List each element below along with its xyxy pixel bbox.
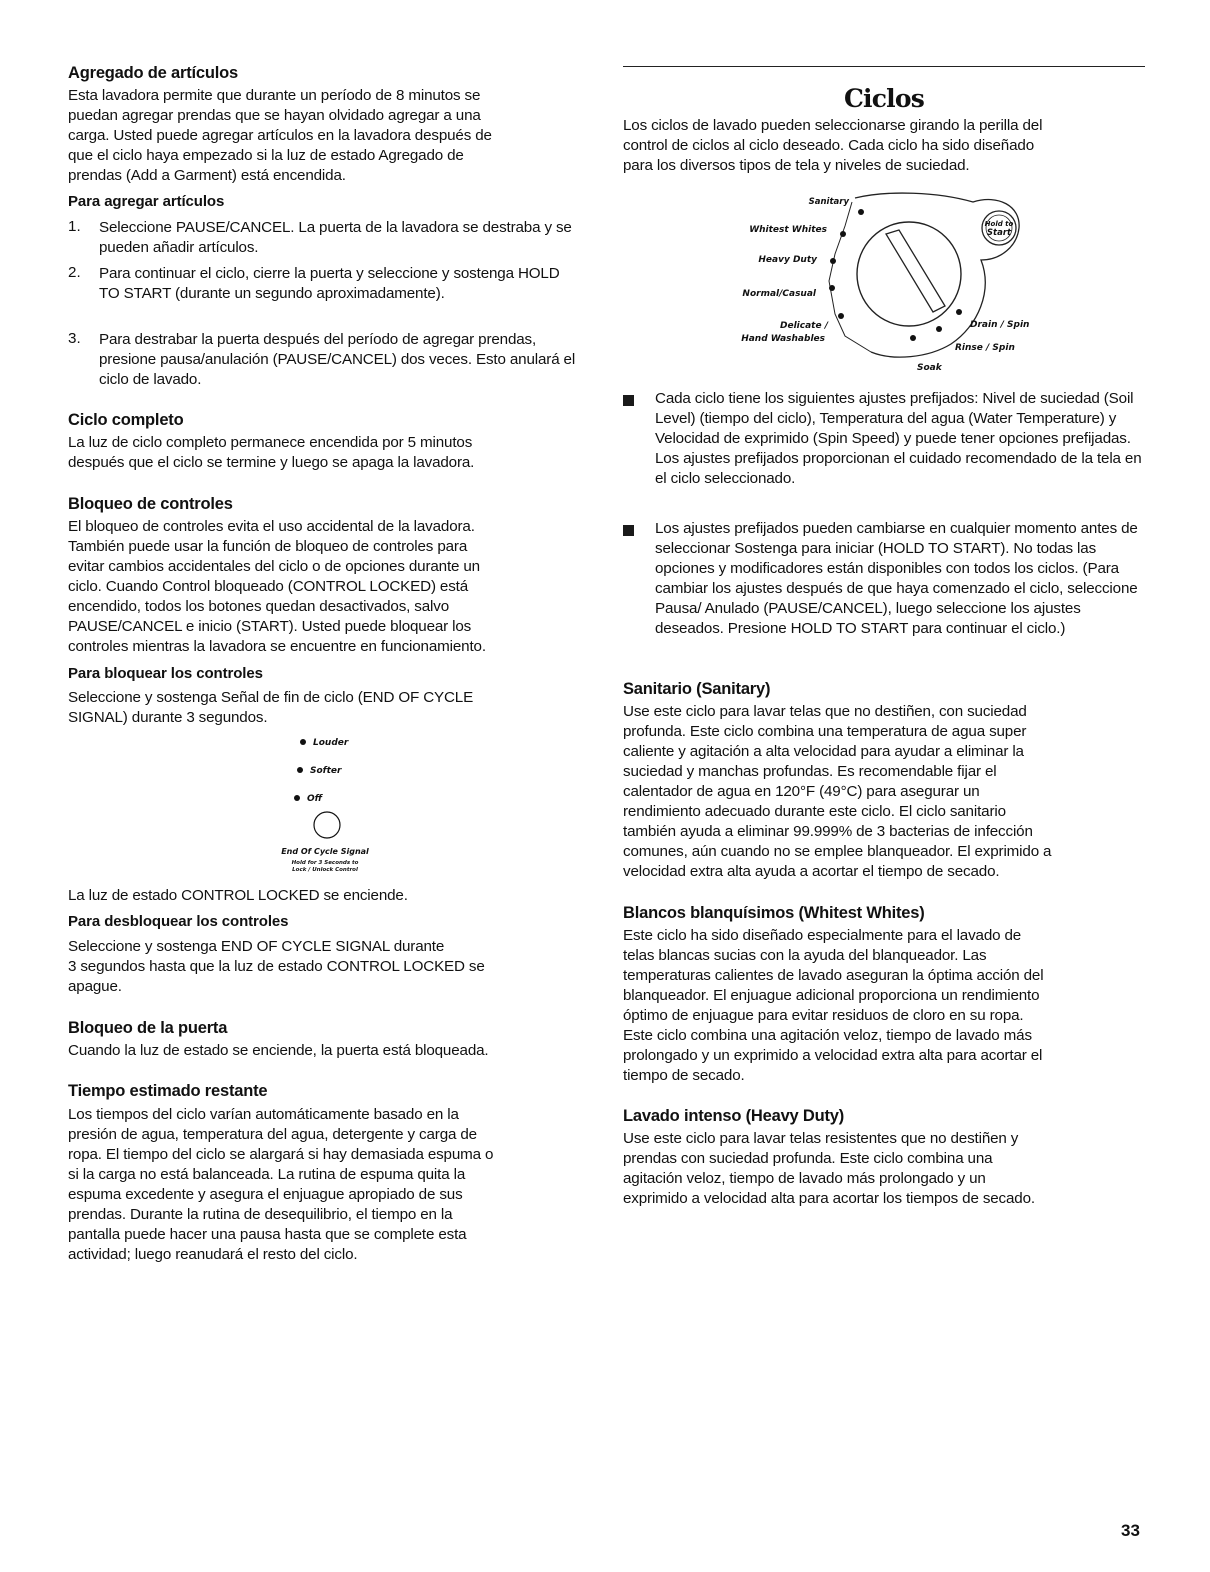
dial-label-sanitary: Sanitary (808, 197, 849, 207)
bullet-square-icon (623, 525, 634, 536)
dial-dot-heavy (830, 258, 836, 264)
hold-to-start-label-2: Start (986, 228, 1012, 238)
paragraph-blancos: Este ciclo ha sido diseñado especialmente para el lavado de telas blancas sucias con la ayuda del blanqueador. Las temperaturas calientes de lavado aseguran la óptima acción del blanqueador. El enjuague adicional proporciona un rendimiento óptimo de enjuague para evitar residuos de cloro en su ropa. Este ciclo combina una agitación veloz, tiempo de lavado más prolongado y un exprimido a velocidad extra alta para acortar el tiempo de secado. (623, 927, 1044, 1084)
dial-label-rinse: Rinse / Spin (955, 343, 1015, 353)
signal-note-2: Lock / Unlock Control (292, 867, 358, 873)
signal-label-softer: Softer (310, 766, 342, 776)
cycle-dial-diagram (723, 186, 1043, 376)
subheading-para-agregar: Para agregar artículos (68, 193, 225, 210)
dial-label-heavy: Heavy Duty (758, 255, 817, 265)
dial-dot-whitest (840, 231, 846, 237)
subheading-bloquear: Para bloquear los controles (68, 665, 263, 682)
end-of-cycle-signal-diagram (278, 730, 398, 880)
paragraph-bloquear: Seleccione y sostenga Señal de fin de ciclo (END OF CYCLE SIGNAL) durante 3 segundos. (68, 689, 474, 726)
signal-dot-softer (297, 767, 303, 773)
paragraph-agregado: Esta lavadora permite que durante un período de 8 minutos se puedan agregar prendas que se hayan olvidado agregar a una carga. Usted puede agregar artículos en la lavadora después de que el ciclo haya empezado si la luz de estado Agregado de prendas (Add a Garment) está encendida. (68, 87, 492, 184)
dial-dot-soak (910, 335, 916, 341)
paragraph-bloqueo-puerta: Cuando la luz de estado se enciende, la puerta está bloqueada. (68, 1042, 489, 1059)
dial-label-hand-washables: Hand Washables (741, 334, 825, 344)
heading-blancos: Blancos blanquísimos (Whitest Whites) (623, 904, 925, 922)
signal-label-off: Off (307, 794, 323, 804)
paragraph-ciclos: Los ciclos de lavado pueden seleccionarse girando la perilla del control de ciclos al ciclo deseado. Cada ciclo ha sido diseñado para los diversos tipos de tela y niveles de suciedad. (623, 117, 1043, 174)
paragraph-ciclo-completo: La luz de ciclo completo permanece encendida por 5 minutos después que el ciclo se termine y luego se apaga la lavadora. (68, 434, 475, 471)
subheading-desbloquear: Para desbloquear los controles (68, 913, 289, 930)
paragraph-intenso: Use este ciclo para lavar telas resistentes que no destiñen y prendas con suciedad profunda. Este ciclo combina una agitación veloz, tiempo de lavado más prolongado y un exprimido a velocidad alta para acortar los tiempos de secado. (623, 1130, 1035, 1207)
hold-to-start-label-1: Hold to (984, 220, 1014, 228)
dial-dot-delicate (838, 313, 844, 319)
dial-dot-sanitary (858, 209, 864, 215)
dial-dot-normal (829, 285, 835, 291)
signal-button-icon[interactable] (314, 812, 340, 838)
dial-label-drain: Drain / Spin (970, 320, 1030, 330)
signal-label-louder: Louder (313, 738, 349, 748)
heading-intenso: Lavado intenso (Heavy Duty) (623, 1107, 845, 1125)
heading-sanitario: Sanitario (Sanitary) (623, 680, 771, 698)
paragraph-control-locked: La luz de estado CONTROL LOCKED se enciende. (68, 887, 408, 904)
signal-note-1: Hold for 3 Seconds to (291, 860, 359, 866)
dial-label-whitest: Whitest Whites (749, 225, 827, 235)
section-divider-rule (623, 66, 1145, 67)
signal-dot-louder (300, 739, 306, 745)
heading-tiempo-estimado: Tiempo estimado restante (68, 1082, 268, 1100)
heading-ciclos: Ciclos (843, 84, 925, 113)
bullet-square-icon (623, 395, 634, 406)
signal-title: End Of Cycle Signal (281, 847, 369, 856)
paragraph-bloqueo-controles: El bloqueo de controles evita el uso accidental de la lavadora. También puede usar la función de bloqueo de controles para evitar cambios accidentales del ciclo o de opciones durante un ciclo. Cuando Control bloqueado (CONTROL LOCKED) está encendido, todos los botones quedan desactivados, salvo PAUSE/CANCEL e inicio (START). Usted puede bloquear los controles mientras la lavadora se encuentre en funcionamiento. (68, 518, 486, 655)
dial-label-soak: Soak (917, 363, 942, 373)
heading-agregado: Agregado de artículos (68, 64, 239, 82)
paragraph-tiempo-estimado: Los tiempos del ciclo varían automáticamente basado en la presión de agua, temperatura del agua, detergente y carga de ropa. El tiempo del ciclo se alargará si hay demasiada espuma o si la carga no está balanceada. La rutina de espuma quita la espuma excedente y asegura el enjuague apropiado de sus prendas. Durante la rutina de desequilibrio, el tiempo en la pantalla puede hacer una pausa hasta que se complete esta actividad; luego reanudará el resto del ciclo. (68, 1106, 494, 1263)
paragraph-desbloquear: Seleccione y sostenga END OF CYCLE SIGNAL durante 3 segundos hasta que la luz de estado CONTROL LOCKED se apague. (68, 938, 485, 995)
heading-ciclo-completo: Ciclo completo (68, 411, 184, 429)
cycle-knob[interactable] (857, 222, 961, 326)
dial-label-normal: Normal/Casual (742, 289, 816, 299)
heading-bloqueo-puerta: Bloqueo de la puerta (68, 1019, 228, 1037)
dial-dot-rinse (936, 326, 942, 332)
paragraph-sanitario: Use este ciclo para lavar telas que no destiñen, con suciedad profunda. Este ciclo combina una temperatura de agua super caliente y agitación a alta velocidad para ayudar a eliminar la suciedad y manchas profundas. Es recomendable fijar el calentador de agua en 120°F (49°C) para asegurar un rendimiento adecuado durante este ciclo. El ciclo sanitario también ayuda a eliminar 99.999% de 3 bacterias de infección comunes, aún cuando no se emplee blanqueador. El exprimido a velocidad extra alta ayuda a acortar el tiempo de secado. (623, 703, 1052, 880)
signal-dot-off (294, 795, 300, 801)
dial-label-delicate: Delicate / (780, 321, 828, 331)
page-number: 33 (1121, 1521, 1140, 1540)
heading-bloqueo-controles: Bloqueo de controles (68, 495, 233, 513)
dial-dot-drain (956, 309, 962, 315)
